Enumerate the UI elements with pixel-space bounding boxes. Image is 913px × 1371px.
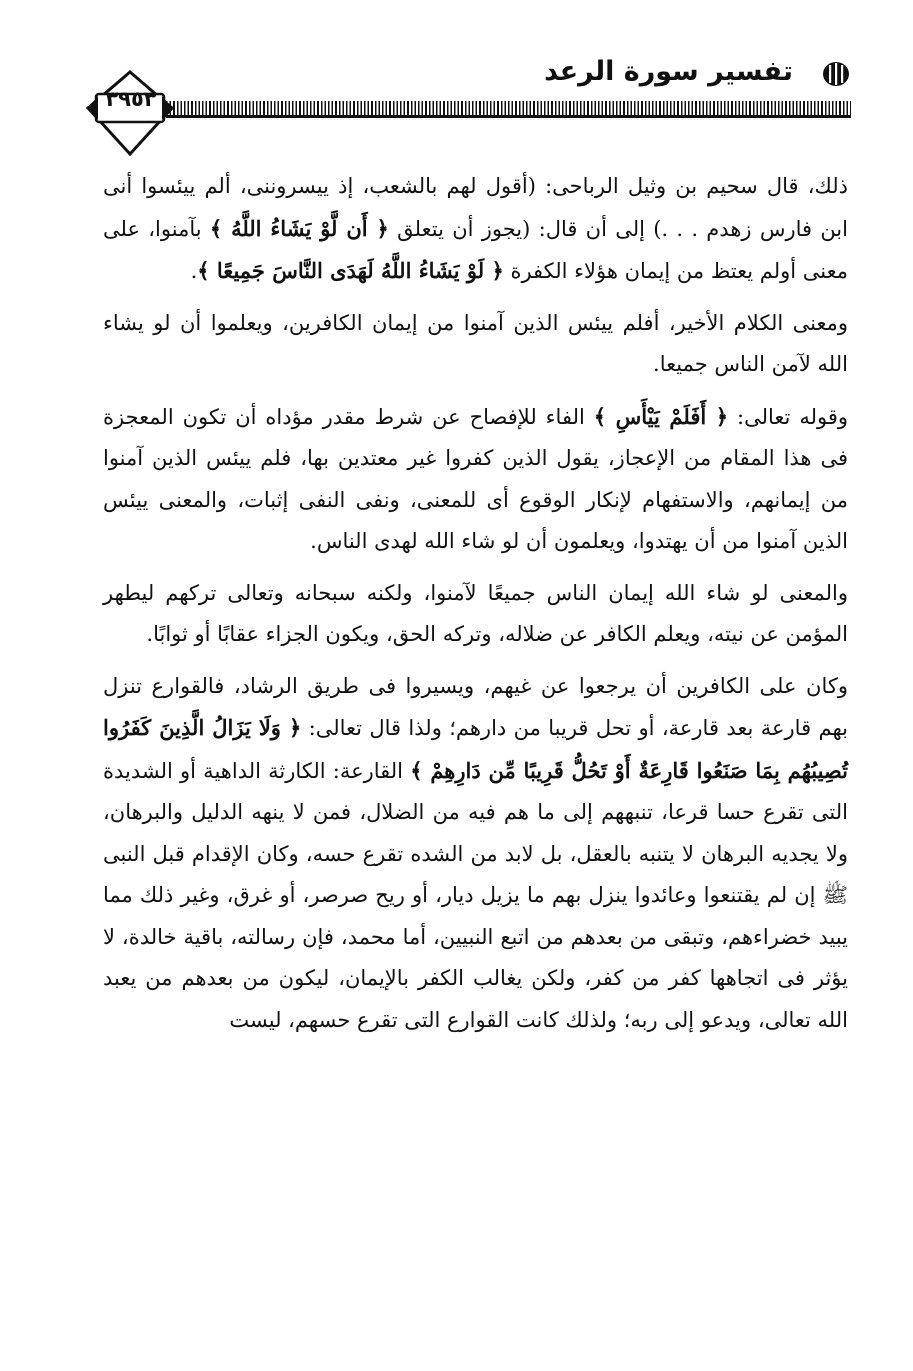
header-rule <box>166 101 851 118</box>
paragraph-text: والمعنى لو شاء الله إيمان الناس جميعًا لآمنوا، ولكنه سبحانه وتعالى تركهم ليطهر المؤمن عن نيته، ويعلم الكافر عن ضلاله، وتركه الحق، ويكون الجزاء عقابًا أو ثوابًا. <box>103 580 848 646</box>
surah-title: تفسير سورة الرعد <box>544 56 793 87</box>
paragraph-text: بآمنوا، على معنى أولم يعتظ من إيمان هؤلاء الكفرة <box>103 216 848 283</box>
paragraph <box>103 303 848 386</box>
page-number-badge <box>84 70 176 158</box>
paragraph <box>103 573 848 656</box>
paragraph-text: ومعنى الكلام الأخير، أفلم ييئس الذين آمنوا من إيمان الكافرين، ويعلموا أن لو يشاء الله لآمن الناس جميعا. <box>103 310 848 376</box>
page-number: ٣٩٥٣ <box>105 87 157 111</box>
quran-quote: ﴿ أَفَلَمْ يَيْأَسِ ﴾ <box>593 403 729 429</box>
quran-quote: ﴿ لَوْ يَشَاءُ اللَّهُ لَهَدَى النَّاسَ جَمِيعًا ﴾ <box>197 258 504 283</box>
paragraph-text: القارعة: الكارثة الداهية أو الشديدة التى تقرع حسا قرعا، تنبههم إلى ما هم فيه من الضلال، فمن لا ينهه الدليل والبرهان، ولا يجديه البرهان لا يتنبه بالعقل، بل لابد من الشده تقرع حسه، وكان الإقدام قبل النبى ﷺ إن لم يقتنعوا وعائدوا ينزل بهم ما يزيل ديار، أو ريح صرصر، أو غرق، وغير ذلك مما يبيد خضراءهم، وتبقى من بعدهم من اتبع النبيين، أما محمد، فإن رسالته، باقية خالدة، لا يؤثر فى اتجاهها كفر من كفر، ولكن يغالب الكفر بالإيمان، ليكون من بعدهم من يعبد الله تعالى، ويدعو إلى ربه؛ ولذلك كانت القوارع التى تقرع حسهم، ليست <box>103 758 848 1032</box>
paragraph-text: . <box>190 259 198 283</box>
paragraph-text: وكان على الكافرين أن يرجعوا عن غيهم، ويسيروا فى طريق الرشاد، فالقوارع تنزل بهم قارعة بعد قارعة، أو تحل قريبا من دارهم؛ ولذا قال تعالى: <box>103 673 848 740</box>
quran-quote: ﴿ أَن لَّوْ يَشَاءُ اللَّهُ ﴾ <box>209 215 389 241</box>
header-ornament-icon <box>821 60 851 88</box>
paragraph-text: ذلك، قال سحيم بن وثيل الرباحى: (أقول لهم بالشعب، إذ ييسروننى، ألم ييئسوا أنى ابن فارس زهدم . . .) إلى أن قال: (يجوز أن يتعلق <box>103 174 848 241</box>
paragraph <box>103 166 848 293</box>
paragraph <box>103 396 848 563</box>
paragraph-text: وقوله تعالى: <box>728 404 849 429</box>
paragraph-text: الفاء للإفصاح عن شرط مقدر مؤداه أن تكون المعجزة فى هذا المقام من الإعجاز، يقول الذين كفروا غير معتدين بها، فلم ييئس الذين آمنوا من إيمانهم، والاستفهام لإنكار الوقوع أى للمعنى، ونفى النفى إثبات، والمعنى ييئس الذين آمنوا من أن يهتدوا، ويعلمون أن لو شاء الله لهدى الناس. <box>103 404 848 553</box>
page-body <box>103 166 848 1041</box>
page-header <box>0 0 913 170</box>
quran-quote: ﴿ وَلَا يَزَالُ الَّذِينَ كَفَرُوا تُصِيبُهُم بِمَا صَنَعُوا قَارِعَةٌ أَوْ تَحُلُّ قَرِيبًا مِّن دَارِهِمْ ﴾ <box>103 715 848 783</box>
paragraph <box>103 666 848 1042</box>
